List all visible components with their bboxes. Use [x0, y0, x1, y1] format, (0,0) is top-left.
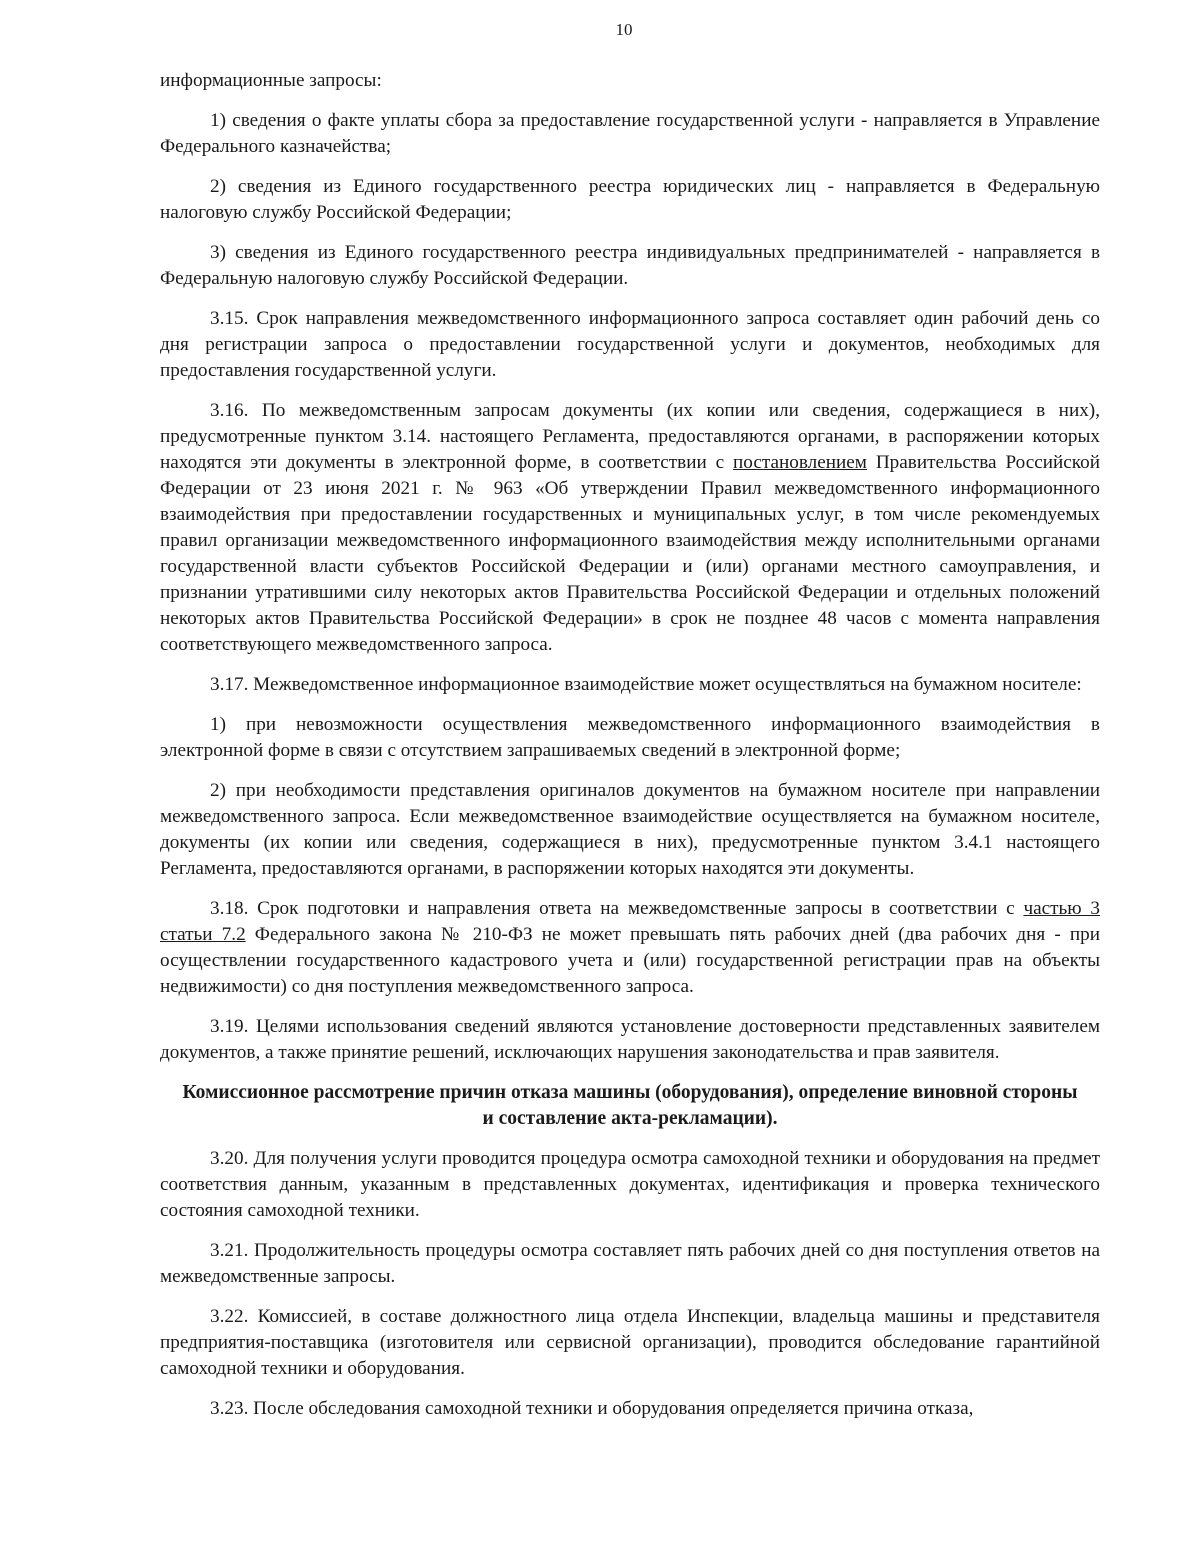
paragraph-3-16-text-b: Правительства Российской Федерации от 23 июня 2021 г. № 963 «Об утверждении Правил межведомственного информационного взаимодействия при предоставлении государственных и муниципальных услуг, в том числе рекомендуемых правил организации межведомственного информационного взаимодействия между исполнительными органами государственной власти субъектов Российской Федерации и (или) органами местного самоуправления, и признании утратившими силу некоторых актов Правительства Российской Федерации и отдельных положений некоторых актов Правительства Российской Федерации» в срок не позднее 48 часов с момента направления соответствующего межведомственного запроса. — [160, 452, 1100, 655]
paragraph-3-16-text-a: 3.16. По межведомственным запросам документы (их копии или сведения, содержащиеся в них), предусмотренные пунктом 3.14. настоящего Регламента, предоставляются органами, в распоряжении которых находятся эти документы в электронной форме, в соответствии с — [160, 400, 1100, 473]
paragraph-3-23: 3.23. После обследования самоходной техники и оборудования определяется причина отказа, — [210, 1398, 974, 1419]
paragraph-3-19: 3.19. Целями использования сведений являются установление достоверности представленных заявителем документов, а также принятие решений, исключающих нарушения законодательства и прав заявителя. — [160, 1016, 1100, 1063]
paragraph-3-18-text-a: 3.18. Срок подготовки и направления ответа на межведомственные запросы в соответствии с — [210, 898, 1024, 919]
section-heading: Комиссионное рассмотрение причин отказа машины (оборудования), определение виновной стороны и составление акта-рекламации). — [182, 1082, 1078, 1129]
paragraph-3-21: 3.21. Продолжительность процедуры осмотра составляет пять рабочих дней со дня поступления ответов на межведомственные запросы. — [160, 1240, 1100, 1287]
document-body — [160, 68, 1100, 1436]
resolution-link[interactable]: постановлением — [733, 452, 867, 473]
paragraph-3-17-item-2: 2) при необходимости представления оригиналов документов на бумажном носителе при направлении межведомственного запроса. Если межведомственное взаимодействие осуществляется на бумажном носителе, документы (их копии или сведения, содержащиеся в них), предусмотренные пунктом 3.4.1 настоящего Регламента, предоставляются органами, в распоряжении которых находятся эти документы. — [160, 780, 1100, 879]
paragraph-3-17: 3.17. Межведомственное информационное взаимодействие может осуществляться на бумажном носителе: — [210, 674, 1082, 695]
paragraph-3-18-text-b: Федерального закона № 210-ФЗ не может превышать пять рабочих дней (два рабочих дня - при осуществлении государственного кадастрового учета и (или) государственной регистрации прав на объекты недвижимости) со дня поступления межведомственного запроса. — [160, 924, 1101, 997]
paragraph-3-17-item-1: 1) при невозможности осуществления межведомственного информационного взаимодействия в электронной форме в связи с отсутствием запрашиваемых сведений в электронной форме; — [160, 714, 1100, 761]
paragraph-item-2: 2) сведения из Единого государственного реестра юридических лиц - направляется в Федеральную налоговую службу Российской Федерации; — [160, 176, 1100, 223]
paragraph-item-1: 1) сведения о факте уплаты сбора за предоставление государственной услуги - направляется в Управление Федерального казначейства; — [160, 110, 1100, 157]
paragraph-3-15: 3.15. Срок направления межведомственного информационного запроса составляет один рабочий день со дня регистрации запроса о предоставлении государственной услуги и документов, необходимых для предоставления государственной услуги. — [160, 308, 1100, 381]
paragraph-3-16 — [160, 398, 1100, 658]
paragraph-3-20: 3.20. Для получения услуги проводится процедура осмотра самоходной техники и оборудования на предмет соответствия данным, указанным в представленных документах, идентификация и проверка технического состояния самоходной техники. — [160, 1148, 1100, 1221]
page-number: 10 — [615, 20, 633, 39]
paragraph-item-3: 3) сведения из Единого государственного реестра индивидуальных предпринимателей - направляется в Федеральную налоговую службу Российской Федерации. — [160, 242, 1100, 289]
paragraph-intro: информационные запросы: — [160, 70, 382, 91]
paragraph-3-22: 3.22. Комиссией, в составе должностного лица отдела Инспекции, владельца машины и представителя предприятия-поставщика (изготовителя или сервисной организации), проводится обследование гарантийной самоходной техники и оборудования. — [160, 1306, 1100, 1379]
paragraph-3-18 — [160, 896, 1100, 1000]
law-article-link[interactable]: частью 3 статьи 7.2 — [160, 898, 1101, 945]
